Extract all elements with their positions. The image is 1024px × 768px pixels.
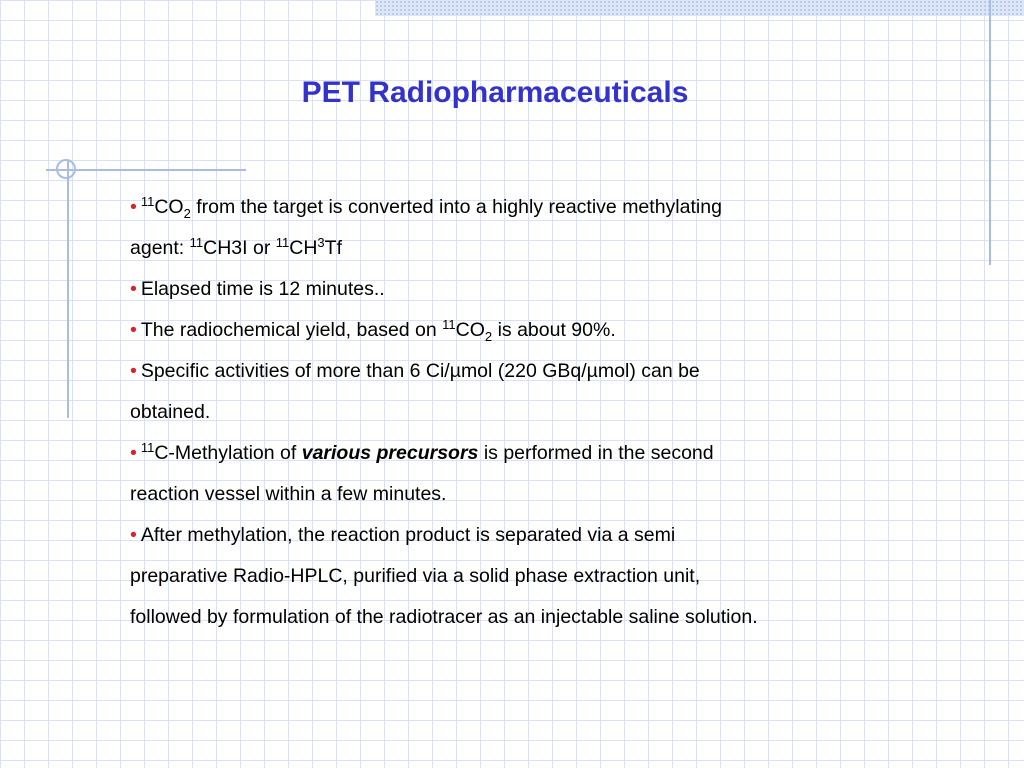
- bullet-text: is about 90%.: [492, 319, 616, 341]
- subscript: 2: [183, 206, 191, 221]
- bullet-icon: •: [130, 278, 137, 300]
- molecule-text: Tf: [324, 237, 342, 259]
- left-decorative-vertical-line: [67, 160, 69, 418]
- bullet-item-5: [130, 433, 770, 515]
- bullet-text: from the target is converted into a highly reactive methylating agent:: [130, 196, 722, 259]
- bullet-text: Specific activities of more than 6 Ci/µmol (220 GBq/µmol) can be obtained.: [130, 360, 700, 423]
- bullet-item-4: [130, 351, 770, 433]
- molecule-text: CH: [289, 237, 318, 259]
- slide-body: [130, 187, 770, 638]
- right-decorative-line: [989, 0, 991, 265]
- left-decorative-horizontal-line: [46, 169, 246, 171]
- bullet-item-1: [130, 187, 770, 269]
- subscript: 2: [484, 329, 493, 344]
- molecule-text: CO: [154, 196, 184, 218]
- bullet-text: The radiochemical yield, based on: [140, 319, 443, 341]
- bullet-item-6: [130, 515, 770, 638]
- decorative-circle-icon: [56, 159, 76, 179]
- bullet-icon: •: [130, 524, 137, 546]
- bullet-icon: •: [130, 196, 137, 218]
- bullet-text: After methylation, the reaction product is separated via a semi preparative Radio-HPLC, purified via a solid phase extraction unit, followed by formulation of the radiotracer as an injectable saline solution.: [130, 524, 758, 628]
- emphasized-text: various precursors: [301, 442, 479, 464]
- isotope-superscript: 11: [140, 194, 155, 209]
- bullet-icon: •: [130, 442, 137, 464]
- top-decorative-band: [375, 0, 1024, 16]
- superscript: 3: [317, 235, 325, 250]
- bullet-icon: •: [130, 360, 137, 382]
- isotope-superscript: 11: [140, 440, 155, 455]
- molecule-text: CO: [455, 319, 485, 341]
- bullet-item-2: [130, 269, 770, 310]
- slide-title: PET Radiopharmaceuticals: [301, 76, 689, 109]
- bullet-icon: •: [130, 319, 137, 341]
- molecule-text: CH3I or: [203, 237, 276, 259]
- bullet-text: is performed in the second reaction vessel within a few minutes.: [130, 442, 714, 505]
- bullet-text: Elapsed time is 12 minutes..: [140, 278, 385, 300]
- bullet-item-3: [130, 310, 770, 351]
- isotope-superscript: 11: [275, 235, 290, 250]
- isotope-superscript: 11: [189, 235, 204, 250]
- bullet-text: C-Methylation of: [154, 442, 302, 464]
- isotope-superscript: 11: [442, 317, 456, 332]
